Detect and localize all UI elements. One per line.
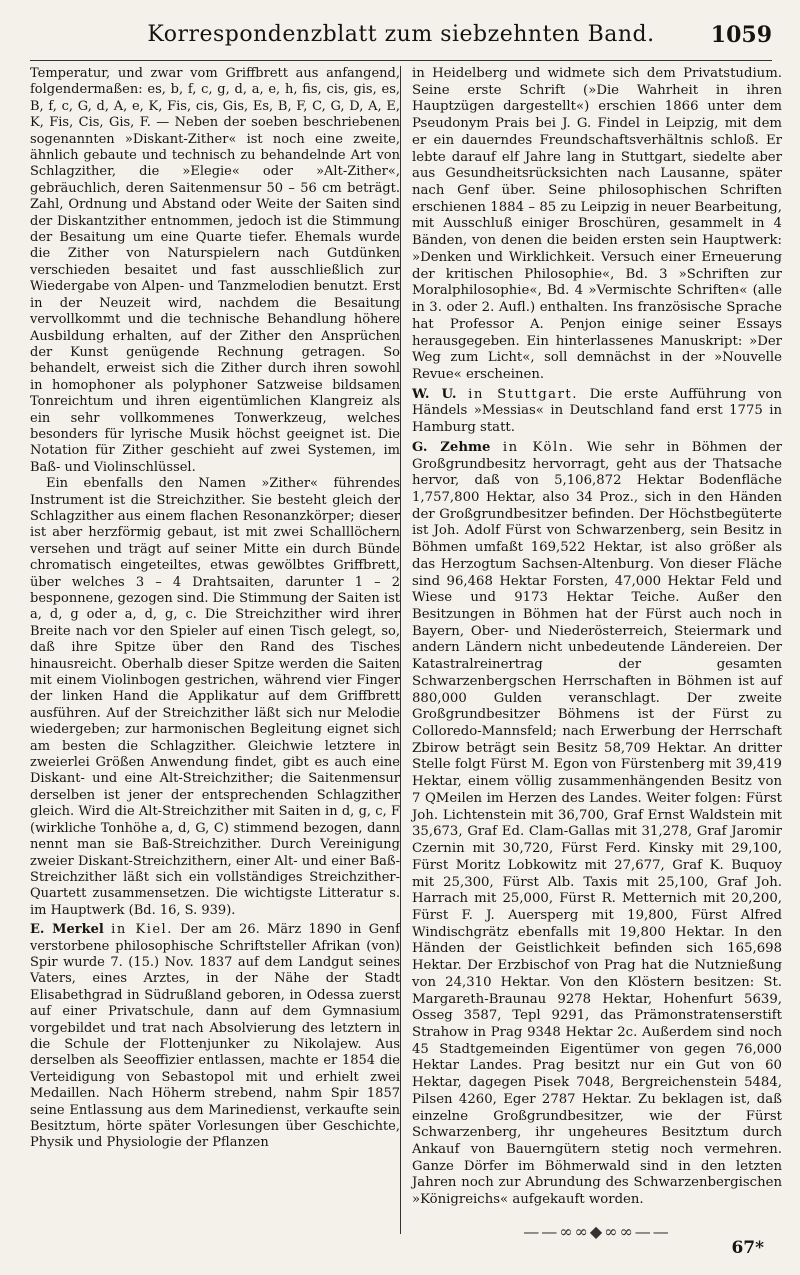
entry-location: in Köln.	[502, 439, 575, 455]
correspondence-entry	[412, 440, 782, 1209]
entry-text: Der am 26. März 1890 in Genf verstorbene philosophische Schriftsteller Afrikan (von) Spir wurde 7. (15.) Nov. 1837 auf dem Landgut seines Vaters, eines Arztes, in der Nähe der Stadt Elisabethgrad in Südrußland geboren, in Odessa zuerst auf einer Privatschule, dann auf dem Gymnasium vorgebildet und trat nach Absolvierung des letztern in die Schule der Flottenjunker zu Nikolajew. Aus derselben als Seeoffizier entlassen, machte er 1854 die Verteidigung von Sebastopol mit und erhielt zwei Medaillen. Nach Höherm strebend, nahm Spir 1857 seine Entlassung aus dem Marinedienst, verkaufte sein Besitztum, hörte später Vorlesungen über Geschichte, Physik und Physiologie der Pflanzen	[30, 922, 400, 1151]
entry-location: in Stuttgart.	[468, 386, 578, 402]
entry-author: G. Zehme	[412, 439, 491, 455]
running-title: Korrespondenzblatt zum siebzehnten Band.	[147, 22, 655, 47]
entry-location: in Kiel.	[111, 922, 173, 938]
entry-author: W. U.	[412, 386, 457, 402]
header-rule	[30, 60, 772, 61]
right-column	[412, 66, 782, 1209]
continued-paragraph: Temperatur, und zwar vom Griffbrett aus anfangend, folgendermaßen: es, b, f, c, g, d, a, e, h, fis, cis, gis, es, B, f, c, G, d, A, e, K, Fis, cis, Gis, Es, B, F, C, G, D, A, E, K, Fis, Cis, Gis, F. — Neben der soeben beschriebenen sogenannten »Diskant-Zither« ist noch eine zweite, ähnlich gebaute und technisch zu behandelnde Art von Schlagzither, die »Elegie« oder »Alt-Zither«, gebräuchlich, deren Saitenmensur 50 – 56 cm beträgt. Zahl, Ordnung und Abstand oder Weite der Saiten sind der Diskantzither entnommen, jedoch ist die Stimmung der Besaitung um eine Quarte tiefer. Ehemals wurde die Zither von Naturspielern nach Gutdünken verschieden besaitet und fast ausschließlich zur Wiedergabe von Alpen- und Tanzmelodien benutzt. Erst in der Neuzeit wird, nachdem die Besaitung vervollkommt und die technische Behandlung höhere Ausbildung erhalten, auf der Zither den Ansprüchen der Kunst genügende Rechnung getragen. So behandelt, erweist sich die Zither durch ihren sowohl in homophoner als polyphoner Satzweise bildsamen Tonreichtum und ihren eigentümlichen Klangreiz als ein sehr vollkommenes Tonwerkzeug, welches besonders für lyrische Musik höchst geeignet ist. Die Notation für Zither geschieht auf zwei Systemen, im Baß- und Violinschlüssel.	[30, 66, 400, 475]
entry-author: E. Merkel	[30, 922, 104, 938]
signature-mark: 67*	[731, 1238, 764, 1258]
correspondence-entry	[30, 922, 400, 1152]
page-header	[30, 22, 772, 56]
page-number: 1059	[710, 22, 772, 48]
entry-text: Die erste Aufführung von Händels »Messias« in Deutschland fand erst 1775 in Hamburg statt.	[412, 386, 782, 436]
paragraph: Ein ebenfalls den Namen »Zither« führendes Instrument ist die Streichzither. Sie besteht gleich der Schlagzither aus einem flachen Resonanzkörper; dieser ist aber herzförmig gebaut, ist mit zwei Schalllöchern versehen und trägt auf seiner Mitte ein durch Bünde chromatisch eingeteiltes, etwas gewölbtes Griffbrett, über welches 3 – 4 Drahtsaiten, darunter 1 – 2 besponnene, gezogen sind. Die Stimmung der Saiten ist a, d, g oder a, d, g, c. Die Streichzither wird ihrer Breite nach vor den Spieler auf einen Tisch gelegt, so, daß ihre Spitze über den Rand des Tisches hinausreicht. Oberhalb dieser Spitze werden die Saiten mit einem Violinbogen gestrichen, während vier Finger der linken Hand die Applikatur auf dem Griffbrett ausführen. Auf der Streichzither läßt sich nur Melodie wiedergeben; zur harmonischen Begleitung eignet sich am besten die Schlagzither. Gleichwie letztere in zweierlei Größen Anwendung findet, gibt es auch eine Diskant- und eine Alt-Streichzither; die Saitenmensur derselben ist jener der entsprechenden Schlagzither gleich. Wird die Alt-Streichzither mit Saiten in d, g, c, F (wirkliche Tonhöhe a, d, G, C) stimmend bezogen, dann nennt man sie Baß-Streichzither. Durch Vereinigung zweier Diskant-Streichzithern, einer Alt- und einer Baß-Streichzither läßt sich ein vollständiges Streichzither-Quartett zusammensetzen. Die wichtigste Litteratur s. im Hauptwerk (Bd. 16, S. 939).	[30, 476, 400, 918]
continued-paragraph: in Heidelberg und widmete sich dem Privatstudium. Seine erste Schrift (»Die Wahrheit in ihren Hauptzügen dargestellt«) erschien 1866 unter dem Pseudonym Prais bei J. G. Findel in Leipzig, mit dem er ein dauerndes Freundschaftsverhältnis schloß. Er lebte darauf elf Jahre lang in Stuttgart, siedelte aber aus Gesundheitsrücksichten nach Lausanne, später nach Genf über. Seine philosophischen Schriften erschienen 1884 – 85 zu Leipzig in neuer Bearbeitung, mit Ausschluß einiger Broschüren, gesammelt in 4 Bänden, von denen die beiden ersten sein Hauptwerk: »Denken und Wirklichkeit. Versuch einer Erneuerung der kritischen Philosophie«, Bd. 3 »Schriften zur Moralphilosophie«, Bd. 4 »Vermischte Schriften« (alle in 3. oder 2. Aufl.) enthalten. Ins französische Sprache hat Professor A. Penjon einige seiner Essays herausgegeben. Ein hinterlassenes Manuskript: »Der Weg zum Licht«, soll demnächst in der »Nouvelle Revue« erscheinen.	[412, 66, 782, 382]
entry-text: Wie sehr in Böhmen der Großgrundbesitz hervorragt, geht aus der Thatsache hervor, daß von 5,106,872 Hektar Bodenfläche 1,757,800 Hektar, also 34 Proz., sich in den Händen der Großgrundbesitzer befinden. Der Höchstbegüterte ist Joh. Adolf Fürst von Schwarzenberg, sein Besitz in Böhmen umfaßt 169,522 Hektar, ist also größer als das Herzogtum Sachsen-Altenburg. Von dieser Fläche sind 96,468 Hektar Forsten, 47,000 Hektar Feld und Wiese und 9173 Hektar Teiche. Außer den Besitzungen in Böhmen hat der Fürst auch noch in Bayern, Ober- und Niederösterreich, Steiermark und andern Ländern nicht unbedeutende Ländereien. Der Katastralreinertrag der gesamten Schwarzenbergschen Herrschaften in Böhmen ist auf 880,000 Gulden veranschlagt. Der zweite Großgrundbesitzer Böhmens ist der Fürst zu Colloredo-Mannsfeld; nach Erwerbung der Herrschaft Zbirow beträgt sein Besitz 58,709 Hektar. An dritter Stelle folgt Fürst M. Egon von Fürstenberg mit 39,419 Hektar, einem völlig zusammenhängenden Besitz von 7 QMeilen im Herzen des Landes. Weiter folgen: Fürst Joh. Lichtenstein mit 36,700, Graf Ernst Waldstein mit 35,673, Graf Ed. Clam-Gallas mit 31,278, Graf Jaromir Czernin mit 30,720, Fürst Ferd. Kinsky mit 29,100, Fürst Moritz Lobkowitz mit 27,677, Graf K. Buquoy mit 25,300, Fürst Alb. Taxis mit 25,100, Graf Joh. Harrach mit 25,000, Fürst R. Metternich mit 20,200, Fürst F. J. Auersperg mit 19,800, Fürst Alfred Windischgrätz ebenfalls mit 19,800 Hektar. In den Händen der Geistlichkeit befinden sich 165,698 Hektar. Der Erzbischof von Prag hat die Nutznießung von 24,310 Hektar. Von den Klöstern besitzen: St. Margareth-Braunau 9278 Hektar, Hohenfurt 5639, Osseg 3587, Tepl 9291, das Prämonstratenserstift Strahow in Prag 9348 Hektar 2c. Außerdem sind noch 45 Stadtgemeinden Eigentümer von gegen 76,000 Hektar Landes. Prag besitzt nur ein Gut von 60 Hektar, dagegen Pisek 7048, Bergreichenstein 5484, Pilsen 4260, Eger 2787 Hektar. Zu beklagen ist, daß einzelne Großgrundbesitzer, wie der Fürst Schwarzenberg, ihr ungeheures Besitztum durch Ankauf von Bauerngütern stetig noch vermehren. Ganze Dörfer im Böhmerwald sind in den letzten Jahren noch zur Abrundung des Schwarzenbergischen »Königreichs« aufgekauft worden.	[412, 439, 782, 1208]
column-divider	[400, 66, 401, 1234]
end-ornament: ——∞∞◆∞∞——	[523, 1222, 671, 1241]
correspondence-entry	[412, 387, 782, 437]
left-column	[30, 66, 400, 1152]
